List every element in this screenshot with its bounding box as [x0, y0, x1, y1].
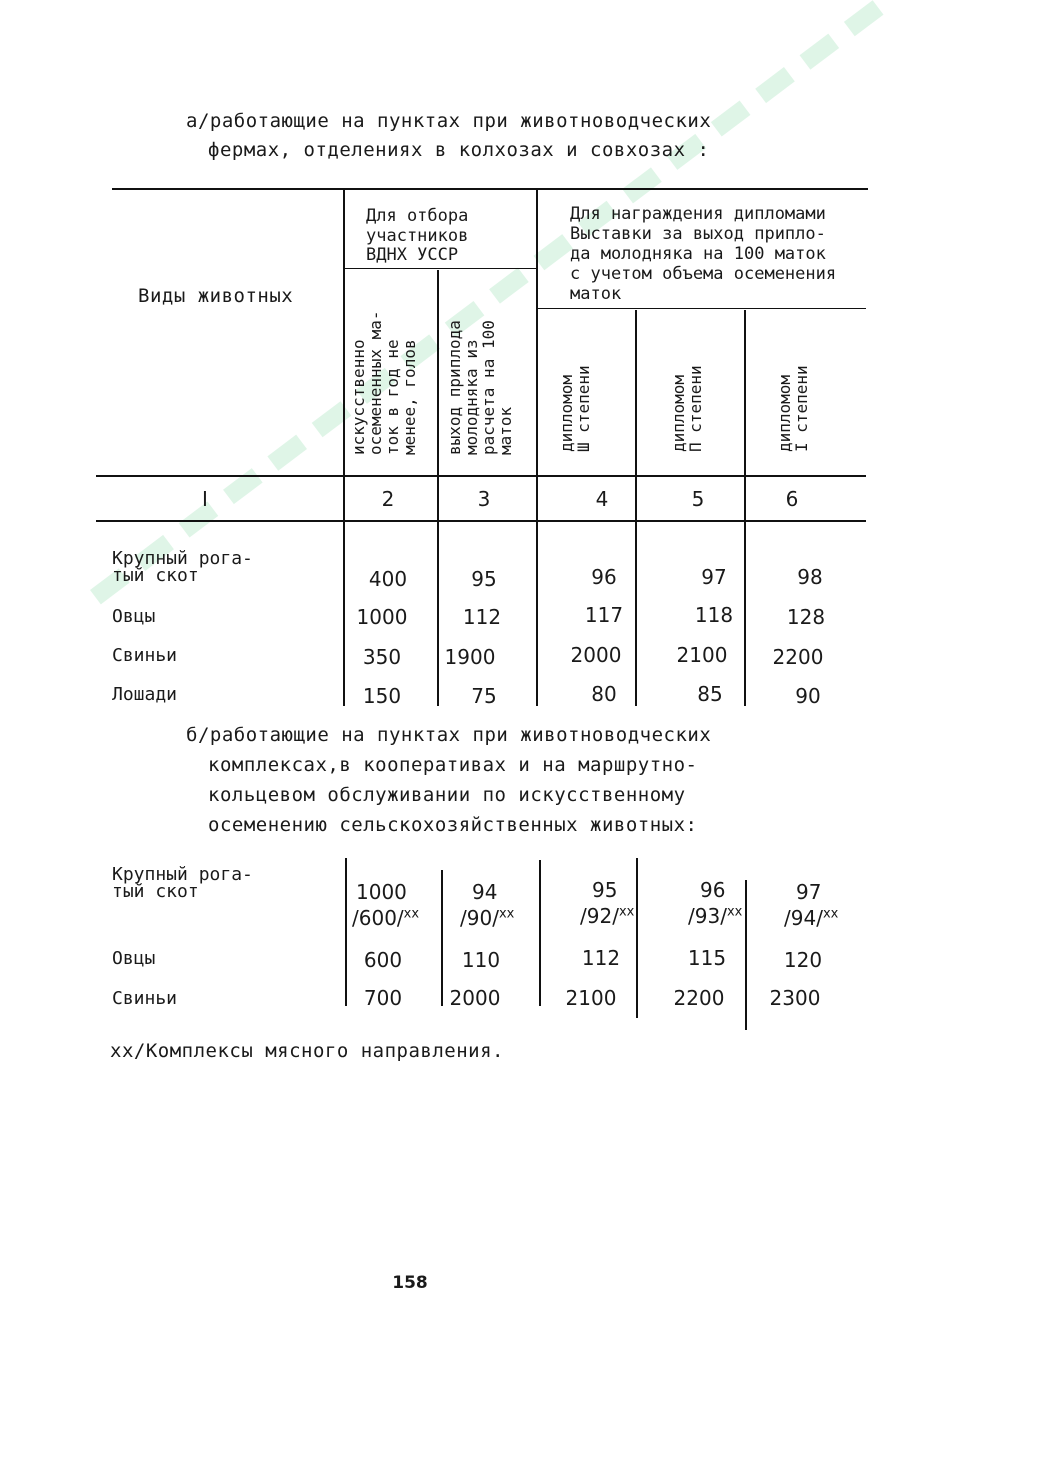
vline-4 [635, 310, 637, 706]
row-a1-col3: 95 [471, 567, 497, 591]
group2-line-1: Для награждения дипломами [570, 204, 826, 224]
row-a1-name: Крупный рога- тый скот [112, 548, 253, 586]
watermark [90, 0, 904, 631]
row-b2-col2: 600 [363, 948, 403, 972]
b-vline-1 [345, 858, 347, 1006]
row-b3-col5: 2200 [673, 986, 725, 1010]
intro-b-line-2: комплексах,в кооперативах и на маршрутно- [208, 754, 698, 776]
col-num-5: 5 [691, 487, 705, 511]
col-num-2: 2 [381, 487, 395, 511]
group2-line-4: с учетом объема осеменения [570, 264, 837, 284]
row-a1-col4: 96 [591, 565, 617, 589]
group1-line-1: Для отбора [366, 206, 469, 226]
row-a4-col5: 85 [697, 682, 723, 706]
col-num-1: I [202, 487, 208, 511]
row-b1-col6: 97 [796, 880, 822, 904]
row-a3-col6: 2200 [772, 645, 824, 669]
group1-line-2: участников [366, 226, 469, 246]
b-vline-4 [636, 858, 638, 1018]
row-a4-col4: 80 [591, 682, 617, 706]
row-b2-col6: 120 [783, 948, 823, 972]
header-bottom-rule [96, 475, 866, 477]
group2-rule [536, 308, 866, 309]
row-a1-col5: 97 [701, 565, 727, 589]
row-a4-col2: 150 [362, 684, 402, 708]
subcol-6-header: дипломом I степени [775, 365, 811, 452]
row-b1-col4: 95 [592, 878, 618, 902]
row-a1-col6: 98 [797, 565, 823, 589]
vline-5 [744, 310, 746, 706]
row-a1-col2: 400 [368, 567, 408, 591]
row-a2-col3: 112 [462, 605, 502, 629]
row-b2-col4: 112 [581, 946, 621, 970]
row-b1-col3: 94 [472, 880, 498, 904]
row-a3-col2: 350 [362, 645, 402, 669]
row-a2-col6: 128 [786, 605, 826, 629]
row-a2-col2: 1000 [356, 605, 408, 629]
col-animals-header: Виды животных [138, 285, 294, 307]
subcol-4-header: дипломом Ш степени [557, 365, 593, 452]
intro-b-line-3: кольцевом обслуживании по искусственному [208, 784, 686, 806]
row-b3-col6: 2300 [769, 986, 821, 1010]
b-vline-5 [745, 880, 747, 1030]
page-number: 158 [392, 1273, 428, 1293]
row-a3-name: Свиньи [112, 645, 178, 666]
vline-3 [536, 190, 538, 706]
col-num-3: 3 [477, 487, 491, 511]
vline-2 [437, 270, 439, 706]
col-num-4: 4 [595, 487, 609, 511]
row-a4-col3: 75 [471, 684, 497, 708]
group2-line-3: да молодняка на 100 маток [570, 244, 826, 264]
row-b3-name: Свиньи [112, 988, 178, 1009]
row-b1-col5: 96 [700, 878, 726, 902]
row-a3-col4: 2000 [570, 643, 622, 667]
subcol-3-header: выход приплода молодняка из расчета на 100 маток [445, 320, 515, 455]
numbers-bottom-rule [96, 520, 866, 522]
row-a3-col3: 1900 [444, 645, 496, 669]
row-b1-col5-sub: /93/$^{хх}$ [688, 904, 743, 928]
row-b1-col3-sub: /90/$^{хх}$ [460, 906, 515, 930]
intro-a-line-2: фермах, отделениях в колхозах и совхозах : [208, 139, 710, 161]
row-b1-col2-sub: /600/$^{хх}$ [352, 906, 420, 930]
row-a2-name: Овцы [112, 606, 156, 627]
group2-line-2: Выставки за выход припло- [570, 224, 826, 244]
group1-rule [344, 268, 536, 269]
group1-line-3: ВДНХ УССР [366, 245, 459, 265]
subcol-2-header: искусственно осемененных ма- ток в год не менее, голов [349, 310, 419, 455]
row-b3-col2: 700 [363, 986, 403, 1010]
table-a-top-rule [112, 188, 868, 190]
row-b1-name: Крупный рога- тый скот [112, 864, 253, 902]
row-b3-col4: 2100 [565, 986, 617, 1010]
row-a3-col5: 2100 [676, 643, 728, 667]
b-vline-3 [539, 860, 541, 1006]
row-a4-name: Лошади [112, 684, 178, 705]
row-b2-col3: 110 [461, 948, 501, 972]
row-a2-col4: 117 [584, 603, 624, 627]
col-num-6: 6 [785, 487, 799, 511]
row-b1-col4-sub: /92/$^{хх}$ [580, 904, 635, 928]
row-a2-col5: 118 [694, 603, 734, 627]
row-b1-col6-sub: /94/$^{хх}$ [784, 906, 839, 930]
subcol-5-header: дипломом П степени [669, 365, 705, 452]
row-a4-col6: 90 [795, 684, 821, 708]
footnote: хх/Комплексы мясного направления. [110, 1040, 504, 1062]
intro-b-line-4: осеменению сельскохозяйственных животных: [208, 814, 698, 836]
row-b1-col2: 1000 [356, 880, 407, 904]
intro-a-line-1: а/работающие на пунктах при животноводческих [186, 110, 712, 132]
row-b3-col3: 2000 [449, 986, 501, 1010]
row-b2-col5: 115 [687, 946, 727, 970]
intro-b-line-1: б/работающие на пунктах при животноводческих [186, 724, 712, 746]
group2-line-5: маток [570, 284, 622, 304]
row-b2-name: Овцы [112, 948, 156, 969]
